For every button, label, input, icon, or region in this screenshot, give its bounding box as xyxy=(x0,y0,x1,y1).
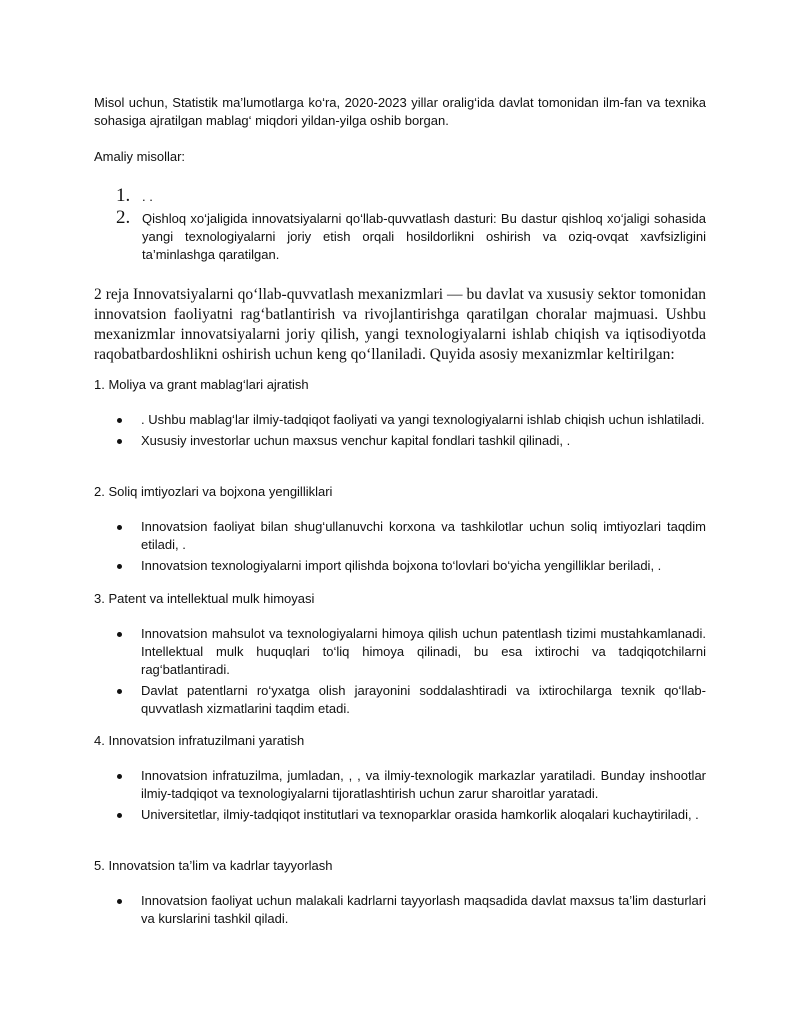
list-item xyxy=(94,806,706,824)
list-item-text: Innovatsion texnologiyalarni import qilishda bojxona to‘lovlari bo‘yicha yengilliklar beriladi, . xyxy=(141,558,662,573)
list-item xyxy=(94,518,706,554)
bullet-icon xyxy=(117,689,122,694)
list-item xyxy=(94,207,706,264)
list-item xyxy=(94,767,706,803)
bullet-icon xyxy=(117,899,122,904)
bullet-list xyxy=(94,892,706,931)
section-heading: 5. Innovatsion ta’lim va kadrlar tayyorlash xyxy=(94,858,333,873)
bullet-icon xyxy=(117,439,122,444)
intro-paragraph: Misol uchun, Statistik ma’lumotlarga ko‘ra, 2020-2023 yillar oralig‘ida davlat tomonidan ilm-fan va texnika sohasiga ajratilgan mablag‘ miqdori yildan-yilga oshib borgan. xyxy=(94,95,706,128)
list-item-text: Xususiy investorlar uchun maxsus venchur kapital fondlari tashkil qilinadi, . xyxy=(141,433,571,448)
list-item-text: Qishloq xo‘jaligida innovatsiyalarni qo‘llab-quvvatlash dasturi: Bu dastur qishloq xo‘jaligi sohasida yangi texnologiyalarni joriy etish orqali hosildorlikni oshirish va oziq-ovqat xavfsizligini ta’minlashga qaratilgan. xyxy=(142,211,706,262)
bullet-icon xyxy=(117,774,122,779)
list-item xyxy=(94,682,706,718)
section-heading: 2. Soliq imtiyozlari va bojxona yengilliklari xyxy=(94,484,333,499)
list-item xyxy=(94,185,706,206)
list-item xyxy=(94,432,706,450)
list-number: 2. xyxy=(116,207,131,228)
list-item-text: . . xyxy=(142,189,153,204)
examples-list xyxy=(94,185,706,268)
bullet-icon xyxy=(117,418,122,423)
bullet-icon xyxy=(117,813,122,818)
bullet-list xyxy=(94,767,706,827)
bullet-icon xyxy=(117,632,122,637)
list-item-text: Innovatsion mahsulot va texnologiyalarni himoya qilish uchun patentlash tizimi mustahkamlanadi. Intellektual mulk huquqlari to‘liq himoya qilinadi, bu esa ixtirochi va tadqiqotchilarni rag‘batlantiradi. xyxy=(141,626,706,677)
bullet-list xyxy=(94,518,706,578)
reja-2-paragraph: 2 reja Innovatsiyalarni qo‘llab-quvvatlash mexanizmlari — bu davlat va xususiy sektor tomonidan innovatsion faoliyatni rag‘batlantirish va rivojlantirishga qaratilgan choralar majmuasi. Ushbu mexanizmlar innovatsiyalarni joriy qilish, yangi texnologiyalarni ishlab chiqish va iqtisodiyotda raqobatbardoshlikni oshirish uchun keng qo‘llaniladi. Quyida asosiy mexanizmlar keltirilgan: xyxy=(94,286,706,363)
section-heading: 3. Patent va intellektual mulk himoyasi xyxy=(94,591,315,606)
section-heading: 4. Innovatsion infratuzilmani yaratish xyxy=(94,733,305,748)
list-item xyxy=(94,411,706,429)
bullet-list xyxy=(94,411,706,453)
bullet-list xyxy=(94,625,706,721)
list-item-text: Innovatsion faoliyat uchun malakali kadrlarni tayyorlash maqsadida davlat maxsus ta’lim dasturlari va kurslarini tashkil qiladi. xyxy=(141,893,706,926)
list-item-text: Innovatsion faoliyat bilan shug‘ullanuvchi korxona va tashkilotlar uchun soliq imtiyozlari taqdim etiladi, . xyxy=(141,519,706,552)
list-item xyxy=(94,557,706,575)
list-item xyxy=(94,625,706,679)
list-item-text: Innovatsion infratuzilma, jumladan, , , va ilmiy-texnologik markazlar yaratiladi. Bunday inshootlar ilmiy-tadqiqot va texnologiyalarni tijoratlashtirish uchun zarur sharoitlar yaratadi. xyxy=(141,768,706,801)
list-item-text: Davlat patentlarni ro‘yxatga olish jarayonini soddalashtiradi va ixtirochilarga texnik qo‘llab-quvvatlash xizmatlarini taqdim etadi. xyxy=(141,683,706,716)
list-number: 1. xyxy=(116,185,131,206)
list-item-text: Universitetlar, ilmiy-tadqiqot institutlari va texnoparklar orasida hamkorlik aloqalari kuchaytiriladi, . xyxy=(141,807,699,822)
bullet-icon xyxy=(117,564,122,569)
bullet-icon xyxy=(117,525,122,530)
list-item-text: . Ushbu mablag‘lar ilmiy-tadqiqot faoliyati va yangi texnologiyalarni ishlab chiqish uchun ishlatiladi. xyxy=(141,412,705,427)
list-item xyxy=(94,892,706,928)
examples-heading: Amaliy misollar: xyxy=(94,149,186,164)
section-heading: 1. Moliya va grant mablag‘lari ajratish xyxy=(94,377,309,392)
